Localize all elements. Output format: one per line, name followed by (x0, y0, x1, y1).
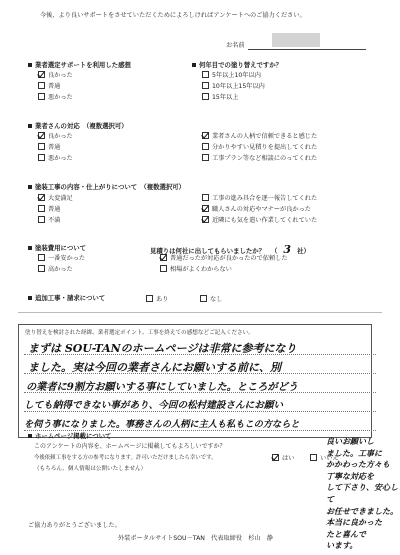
quote-count: 3 (283, 243, 292, 256)
q8-title: 追加工事・請求について (28, 293, 105, 302)
checkbox-icon[interactable] (38, 93, 45, 100)
bullet-icon (28, 185, 32, 189)
q6-option[interactable]: 工事の進み具合を逐一報告してくれた (202, 193, 317, 204)
q2-option[interactable]: 15年以上 (202, 92, 265, 103)
q4-options (202, 131, 317, 164)
q2-title: 何年目での塗り替えですか？ (192, 60, 282, 69)
checkbox-icon[interactable] (202, 194, 209, 201)
q1-option[interactable]: 良かった (38, 70, 73, 81)
checkbox-checked-icon[interactable] (272, 454, 279, 461)
handwritten-line: まずは SOU-TANのホームページは非常に参考になり (28, 342, 297, 355)
handwritten-line: しても納得できない事があり、今回の松村建設さんにお願い (24, 400, 284, 411)
q1-options (38, 70, 73, 103)
name-label: お名前 (226, 42, 245, 49)
checkbox-icon[interactable] (202, 154, 209, 161)
checkbox-checked-icon[interactable] (202, 132, 209, 139)
checkbox-checked-icon[interactable] (160, 254, 167, 261)
name-redaction (272, 33, 320, 47)
q7-title: 塗装費用について (28, 243, 86, 252)
checkbox-icon[interactable] (38, 82, 45, 89)
checkbox-icon[interactable] (146, 295, 153, 302)
q4-option[interactable]: 分かりやすい見積りを提出してくれた (202, 142, 317, 153)
q2-option[interactable]: 5年以上10年以内 (202, 70, 265, 81)
checkbox-checked-icon[interactable] (38, 132, 45, 139)
q2-options (202, 70, 265, 103)
ruled-line (24, 411, 376, 412)
checkbox-icon[interactable] (38, 143, 45, 150)
homepage-text: このアンケートの内容を、ホームページに掲載してもよろしいですか？ (34, 443, 226, 450)
bullet-icon (192, 63, 196, 67)
checkbox-icon[interactable] (38, 254, 45, 261)
q7-options (38, 253, 85, 275)
q5-option[interactable]: 不満 (38, 215, 73, 226)
checkbox-icon[interactable] (200, 295, 207, 302)
checkbox-icon[interactable] (38, 154, 45, 161)
homepage-text: 今後依頼工事をする方の参考になります。許可いただけましたら幸いです。 (34, 455, 217, 461)
q6-option[interactable]: 近隣にも気を遣い作業してくれていた (202, 215, 317, 226)
q5-option[interactable]: 大変満足 (38, 193, 73, 204)
bullet-icon (28, 296, 32, 300)
checkbox-checked-icon[interactable] (38, 194, 45, 201)
q1-title: 業者選定サポートを利用した感想 (28, 60, 131, 69)
homepage-title: ホームページ掲載について (28, 431, 111, 440)
q8-option-no[interactable]: なし (200, 294, 222, 303)
q6-option[interactable]: 職人さんの対応やマナーが良かった (202, 204, 317, 215)
checkbox-icon[interactable] (202, 82, 209, 89)
q3-title: 業者さんの対応 （複数選択可） (28, 121, 128, 130)
q8-option-yes[interactable]: あり (146, 294, 168, 303)
checkbox-icon[interactable] (38, 205, 45, 212)
intro-text: 今後、より良いサポートをさせていただくためによろしければアンケートへのご協力ください。 (40, 12, 306, 19)
homepage-text: （もちろん、個人情報は公開いたしません） (34, 466, 147, 472)
q7-sub-option[interactable]: 普通だったが対応が良かったので依頼した (160, 253, 288, 264)
bullet-icon (28, 124, 32, 128)
q1-option[interactable]: 悪かった (38, 92, 73, 103)
q3-options (38, 131, 73, 164)
checkbox-icon[interactable] (202, 71, 209, 78)
q6-options (202, 193, 317, 226)
q4-option[interactable]: 工事プラン等など相談にのってくれた (202, 153, 317, 164)
q7-sub-options (160, 253, 288, 275)
checkbox-icon[interactable] (202, 143, 209, 150)
checkbox-icon[interactable] (160, 265, 167, 272)
q3-option[interactable]: 良かった (38, 131, 73, 142)
checkbox-checked-icon[interactable] (38, 71, 45, 78)
checkbox-icon[interactable] (310, 454, 317, 461)
q7-option[interactable]: 高かった (38, 264, 85, 275)
handwritten-line: ました。実は今回の業者さんにお願いする前に、別 (28, 361, 281, 374)
q5-option[interactable]: 普通 (38, 204, 73, 215)
signature-text: 外装ポータルサイトSOU－TAN 代表取締役 杉山 静 (118, 535, 273, 542)
bullet-icon (28, 246, 32, 250)
q7-option[interactable]: 一番安かった (38, 253, 85, 264)
checkbox-checked-icon[interactable] (202, 205, 209, 212)
q7-sub-option[interactable]: 相場がよくわからない (160, 264, 288, 275)
q5-title: 塗装工事の内容・仕上がりについて （複数選択可） (28, 182, 185, 191)
thanks-text: ご協力ありがとうございました。 (28, 522, 121, 529)
handwritten-line: の業者に9割方お願いする事にしていました。ところがどう (26, 381, 298, 393)
bullet-icon (28, 434, 32, 438)
q3-option[interactable]: 普通 (38, 142, 73, 153)
comment-instructions: 塗り替えを検討された経緯、業者選定ポイント、工事を終えての感想などご記入ください。 (25, 330, 254, 336)
handwritten-line: を伺う事になりました。事務さんの人柄に主人も私もこの方ならと (24, 419, 300, 430)
q7-sub-title: 見積りは何社に出してもらいましたか？ （ 3 社） (150, 243, 310, 256)
homepage-option-no[interactable]: いいえ (310, 453, 339, 462)
q3-option[interactable]: 悪かった (38, 153, 73, 164)
checkbox-icon[interactable] (202, 93, 209, 100)
section-divider (18, 312, 382, 313)
q4-option[interactable]: 業者さんの人柄で信頼できると感じた (202, 131, 317, 142)
side-note: 良いお願いし ました。工事に かかわった方々も 丁寧な対応を して下さり、安心して お任せできました。 本当に良かった たと喜んで います。 (326, 436, 398, 551)
q2-option[interactable]: 10年以上15年以内 (202, 81, 265, 92)
q5-options (38, 193, 73, 226)
homepage-option-yes[interactable]: はい (272, 453, 294, 462)
bullet-icon (28, 63, 32, 67)
name-underline (248, 49, 366, 50)
checkbox-icon[interactable] (38, 216, 45, 223)
checkbox-checked-icon[interactable] (202, 216, 209, 223)
checkbox-icon[interactable] (38, 265, 45, 272)
q1-option[interactable]: 普通 (38, 81, 73, 92)
